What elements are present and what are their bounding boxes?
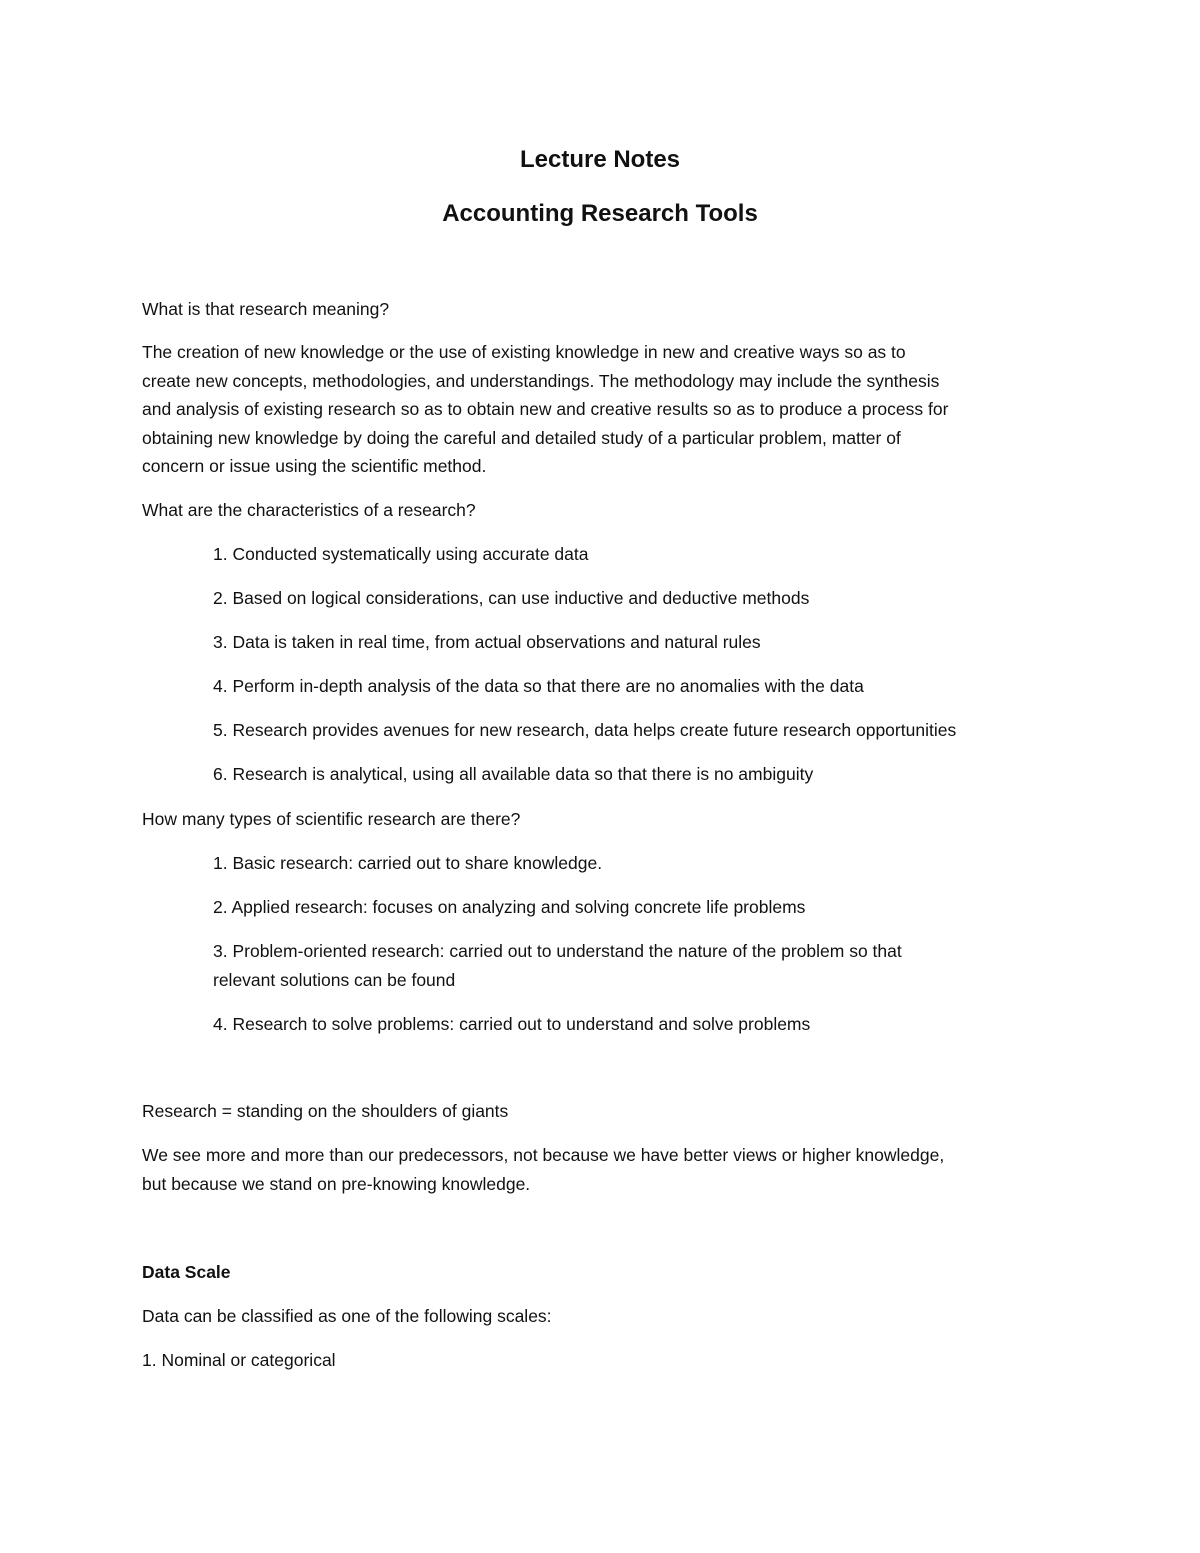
list-item: 2. Based on logical considerations, can use inductive and deductive methods xyxy=(213,588,810,608)
question-research-meaning: What is that research meaning? xyxy=(142,299,390,319)
list-item: 4. Research to solve problems: carried out to understand and solve problems xyxy=(213,1014,811,1034)
paragraph-line: create new concepts, methodologies, and understandings. The methodology may include the synthesis xyxy=(142,371,940,391)
paragraph-line: obtaining new knowledge by doing the careful and detailed study of a particular problem, matter of xyxy=(142,428,901,448)
list-item: 5. Research provides avenues for new research, data helps create future research opportunities xyxy=(213,720,957,740)
list-item-continuation: relevant solutions can be found xyxy=(213,970,456,990)
list-item: 6. Research is analytical, using all available data so that there is no ambiguity xyxy=(213,764,814,784)
list-item: 2. Applied research: focuses on analyzing and solving concrete life problems xyxy=(213,897,806,917)
paragraph-line: but because we stand on pre-knowing knowledge. xyxy=(142,1174,531,1194)
paragraph-line: The creation of new knowledge or the use of existing knowledge in new and creative ways so as to xyxy=(142,342,906,362)
list-item: 4. Perform in-depth analysis of the data so that there are no anomalies with the data xyxy=(213,676,864,696)
document-title: Lecture Notes xyxy=(519,146,681,173)
list-item: 1. Nominal or categorical xyxy=(142,1350,336,1370)
list-item: 3. Data is taken in real time, from actual observations and natural rules xyxy=(213,632,761,652)
research-definition: Research = standing on the shoulders of giants xyxy=(142,1101,509,1121)
section-heading-data-scale: Data Scale xyxy=(142,1262,231,1282)
list-item: 3. Problem-oriented research: carried out to understand the nature of the problem so that xyxy=(213,941,902,961)
list-item: 1. Basic research: carried out to share knowledge. xyxy=(213,853,603,873)
paragraph-line: and analysis of existing research so as to obtain new and creative results so as to produce a process for xyxy=(142,399,949,419)
list-item: 1. Conducted systematically using accurate data xyxy=(213,544,589,564)
question-characteristics: What are the characteristics of a research? xyxy=(142,500,476,520)
paragraph-line: We see more and more than our predecessors, not because we have better views or higher knowledge, xyxy=(142,1145,945,1165)
data-scale-intro: Data can be classified as one of the following scales: xyxy=(142,1306,552,1326)
question-types: How many types of scientific research are there? xyxy=(142,809,521,829)
paragraph-line: concern or issue using the scientific method. xyxy=(142,456,487,476)
document-subtitle: Accounting Research Tools xyxy=(442,200,758,227)
